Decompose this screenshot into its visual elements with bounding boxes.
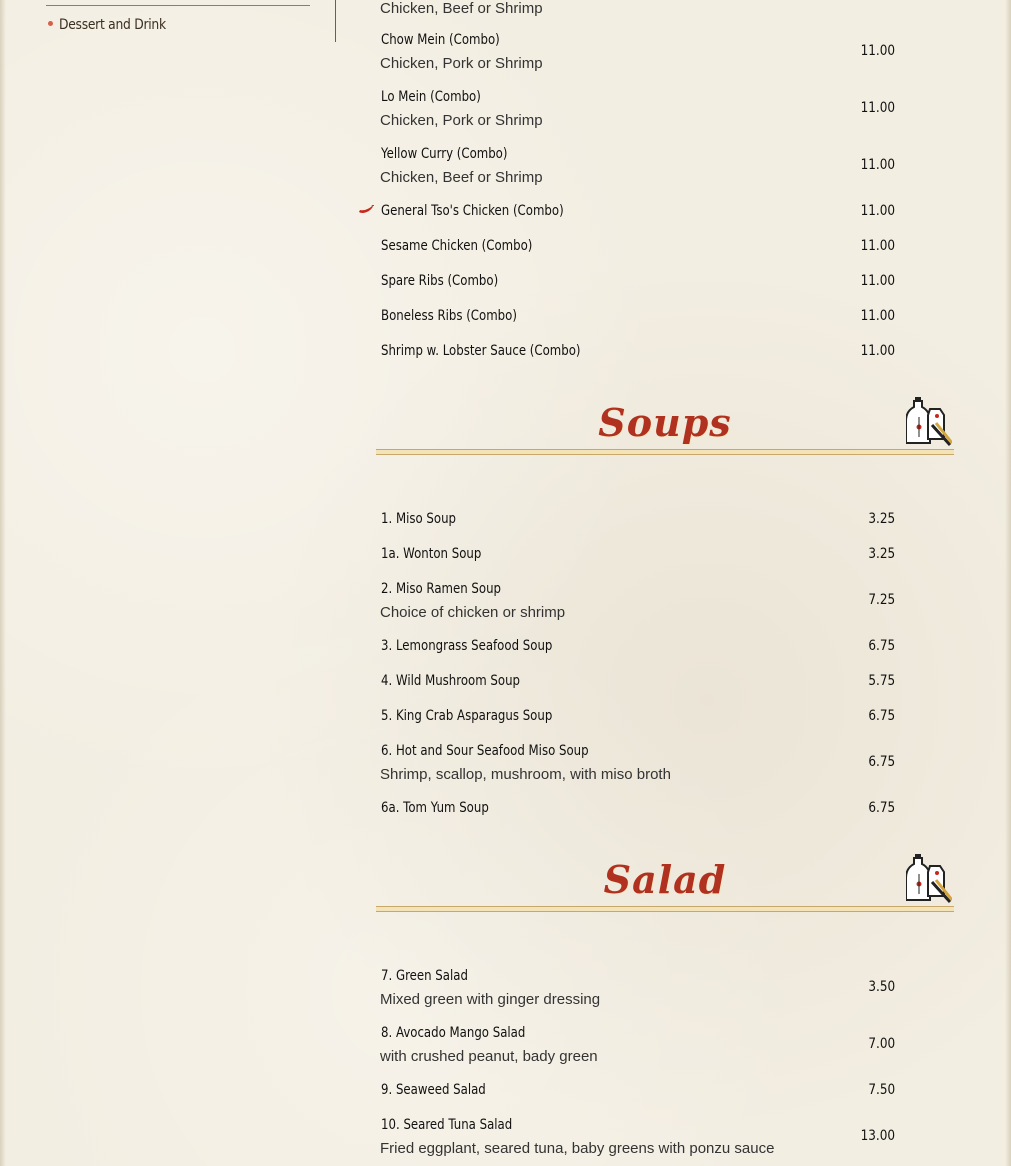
menu-item-price: 11.00	[860, 157, 895, 173]
menu-item-description: Chicken, Pork or Shrimp	[380, 112, 543, 129]
menu-item	[376, 673, 895, 697]
menu-item-price: 11.00	[860, 100, 895, 116]
menu-item	[376, 1082, 895, 1106]
sidebar-nav	[46, 0, 310, 44]
sidebar-item-dessert-and-drink[interactable]	[46, 6, 310, 44]
menu-item	[376, 1117, 895, 1165]
menu-item-description: Chicken, Pork or Shrimp	[380, 55, 543, 72]
menu-item	[376, 638, 895, 662]
section-title: Soups	[598, 400, 732, 445]
menu-item-name: 3. Lemongrass Seafood Soup	[381, 638, 553, 654]
menu-item-name: 10. Seared Tuna Salad	[381, 1117, 513, 1133]
menu-item-name: Sesame Chicken (Combo)	[381, 238, 533, 254]
menu-item	[376, 308, 895, 332]
menu-item-name: 9. Seaweed Salad	[381, 1082, 486, 1098]
sidebar-item-label: Dessert and Drink	[59, 17, 166, 33]
menu-item-name: 4. Wild Mushroom Soup	[381, 673, 520, 689]
column-divider	[335, 0, 336, 42]
menu-item-name: 6. Hot and Sour Seafood Miso Soup	[381, 743, 589, 759]
menu-item-name: 1. Miso Soup	[381, 511, 457, 527]
menu-item-name: 8. Avocado Mango Salad	[381, 1025, 526, 1041]
menu-item-price: 3.25	[868, 511, 895, 527]
menu-item-name: 6a. Tom Yum Soup	[381, 800, 489, 816]
chili-pepper-icon	[358, 205, 374, 215]
menu-item-price: 11.00	[860, 238, 895, 254]
menu-item-price: 11.00	[860, 203, 895, 219]
menu-item-price: 5.75	[868, 673, 895, 689]
menu-item-name: 2. Miso Ramen Soup	[381, 581, 502, 597]
section-divider	[376, 449, 954, 455]
menu-item-description: Fried eggplant, seared tuna, baby greens with ponzu sauce	[380, 1140, 775, 1157]
menu-item-name: Yellow Curry (Combo)	[381, 146, 508, 162]
menu-item-price: 11.00	[860, 308, 895, 324]
menu-item	[376, 581, 895, 631]
menu-item	[376, 511, 895, 535]
menu-item	[376, 146, 895, 196]
menu-item	[376, 32, 895, 82]
menu-item-price: 13.00	[860, 1128, 895, 1144]
menu-item-description: Shrimp, scallop, mushroom, with miso broth	[380, 766, 671, 783]
menu-item-price: 6.75	[868, 708, 895, 724]
page-edge-right	[1005, 0, 1011, 1166]
sake-bottle-icon	[906, 395, 952, 447]
menu-item	[376, 0, 895, 18]
menu-item-description: Choice of chicken or shrimp	[380, 604, 566, 621]
menu-item	[376, 343, 895, 367]
menu-item-name: Boneless Ribs (Combo)	[381, 308, 517, 324]
menu-item	[376, 800, 895, 824]
menu-item-price: 7.25	[868, 592, 895, 608]
menu-item	[376, 89, 895, 139]
menu-item	[376, 968, 895, 1018]
menu-item	[376, 1025, 895, 1075]
menu-item-description: Chicken, Beef or Shrimp	[380, 169, 543, 186]
menu-item-price: 7.00	[868, 1036, 895, 1052]
menu-item-price: 6.75	[868, 800, 895, 816]
bullet-icon	[48, 21, 53, 26]
menu-item-name: 7. Green Salad	[381, 968, 468, 984]
menu-item-name: General Tso's Chicken (Combo)	[381, 203, 564, 219]
section-header-soups	[376, 395, 954, 455]
menu-item	[376, 203, 895, 227]
menu-item-price: 11.00	[860, 43, 895, 59]
menu-item	[376, 743, 895, 793]
menu-item-price: 11.00	[860, 343, 895, 359]
menu-item	[376, 238, 895, 262]
menu-item-price: 6.75	[868, 754, 895, 770]
menu-item-name: Shrimp w. Lobster Sauce (Combo)	[381, 343, 581, 359]
section-header-salad	[376, 852, 954, 912]
menu-item-name: Chow Mein (Combo)	[381, 32, 500, 48]
menu-item-name: 5. King Crab Asparagus Soup	[381, 708, 553, 724]
section-title: Salad	[603, 857, 727, 902]
menu-item-price: 7.50	[868, 1082, 895, 1098]
menu-item-name: Spare Ribs (Combo)	[381, 273, 499, 289]
menu-item	[376, 708, 895, 732]
menu-item	[376, 546, 895, 570]
menu-item-price: 3.25	[868, 546, 895, 562]
menu-item-name: 1a. Wonton Soup	[381, 546, 482, 562]
menu-item-name: Lo Mein (Combo)	[381, 89, 481, 105]
menu-item-description: Chicken, Beef or Shrimp	[380, 0, 543, 17]
menu-item-price: 3.50	[868, 979, 895, 995]
menu-item-price: 11.00	[860, 273, 895, 289]
menu-item	[376, 273, 895, 297]
sake-bottle-icon	[906, 852, 952, 904]
menu-item-price: 6.75	[868, 638, 895, 654]
menu-item-description: Mixed green with ginger dressing	[380, 991, 601, 1008]
menu-item-description: with crushed peanut, bady green	[380, 1048, 598, 1065]
page-edge-left	[0, 0, 6, 1166]
section-divider	[376, 906, 954, 912]
